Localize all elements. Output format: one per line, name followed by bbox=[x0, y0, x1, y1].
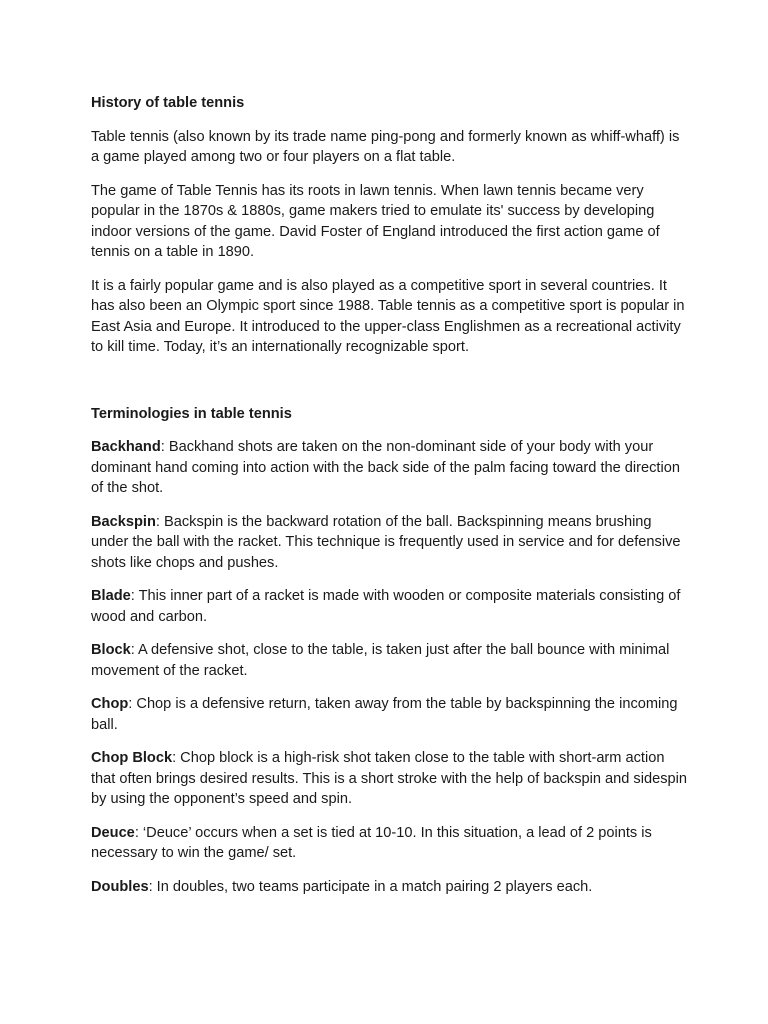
term-definition: : In doubles, two teams participate in a match pairing 2 players each. bbox=[148, 878, 593, 895]
term-blade bbox=[91, 586, 691, 627]
term-name: Chop bbox=[91, 696, 129, 712]
term-definition: : Backspin is the backward rotation of the ball. Backspinning means brushing under the ball with the racket. This technique is frequently used in service and for defensive shots like chops and pushes. bbox=[91, 513, 681, 571]
history-paragraph-2: The game of Table Tennis has its roots in lawn tennis. When lawn tennis became very popular in the 1870s & 1880s, game makers tried to emulate its' success by developing indoor versions of the game. David Foster of England introduced the first action game of tennis on a table in 1890. bbox=[91, 182, 660, 260]
term-name: Block bbox=[91, 642, 131, 658]
term-definition: : Backhand shots are taken on the non-dominant side of your body with your dominant hand coming into action with the back side of the palm facing toward the direction of the shot. bbox=[91, 439, 680, 496]
term-name: Backhand bbox=[91, 439, 161, 455]
term-name: Doubles bbox=[91, 878, 149, 895]
term-name: Blade bbox=[91, 588, 131, 604]
term-chop bbox=[91, 694, 691, 735]
term-name: Deuce bbox=[91, 824, 135, 841]
term-name: Chop Block bbox=[91, 750, 173, 766]
term-block bbox=[91, 640, 691, 681]
document-page bbox=[91, 93, 691, 910]
term-name: Backspin bbox=[91, 513, 156, 530]
term-doubles bbox=[91, 877, 691, 898]
term-chop-block bbox=[91, 748, 691, 810]
term-backspin bbox=[91, 512, 691, 574]
term-definition: : Chop block is a high-risk shot taken close to the table with short-arm action that often brings desired results. This is a short stroke with the help of backspin and sidespin by using the opponent’s speed and spin. bbox=[91, 750, 687, 807]
term-definition: : A defensive shot, close to the table, is taken just after the ball bounce with minimal movement of the racket. bbox=[91, 642, 670, 679]
term-deuce bbox=[91, 823, 691, 864]
term-backhand bbox=[91, 437, 691, 499]
term-definition: : ‘Deuce’ occurs when a set is tied at 10-10. In this situation, a lead of 2 points is necessary to win the game/ set. bbox=[91, 824, 652, 861]
history-paragraph-1: Table tennis (also known by its trade name ping-pong and formerly known as whiff-whaff) is a game played among two or four players on a flat table. bbox=[91, 128, 680, 165]
history-heading: History of table tennis bbox=[91, 95, 245, 111]
terminologies-heading: Terminologies in table tennis bbox=[91, 405, 292, 422]
section-spacer bbox=[91, 371, 691, 404]
history-paragraph-3: It is a fairly popular game and is also played as a competitive sport in several countries. It has also been an Olympic sport since 1988. Table tennis as a competitive sport is popular in East Asia and Europe. It introduced to the upper-class Englishmen as a recreational activity to kill time. Today, it’s an internationally recognizable sport. bbox=[91, 277, 685, 355]
term-definition: : Chop is a defensive return, taken away from the table by backspinning the incoming ball. bbox=[91, 696, 678, 733]
term-definition: : This inner part of a racket is made with wooden or composite materials consisting of wood and carbon. bbox=[91, 588, 681, 625]
